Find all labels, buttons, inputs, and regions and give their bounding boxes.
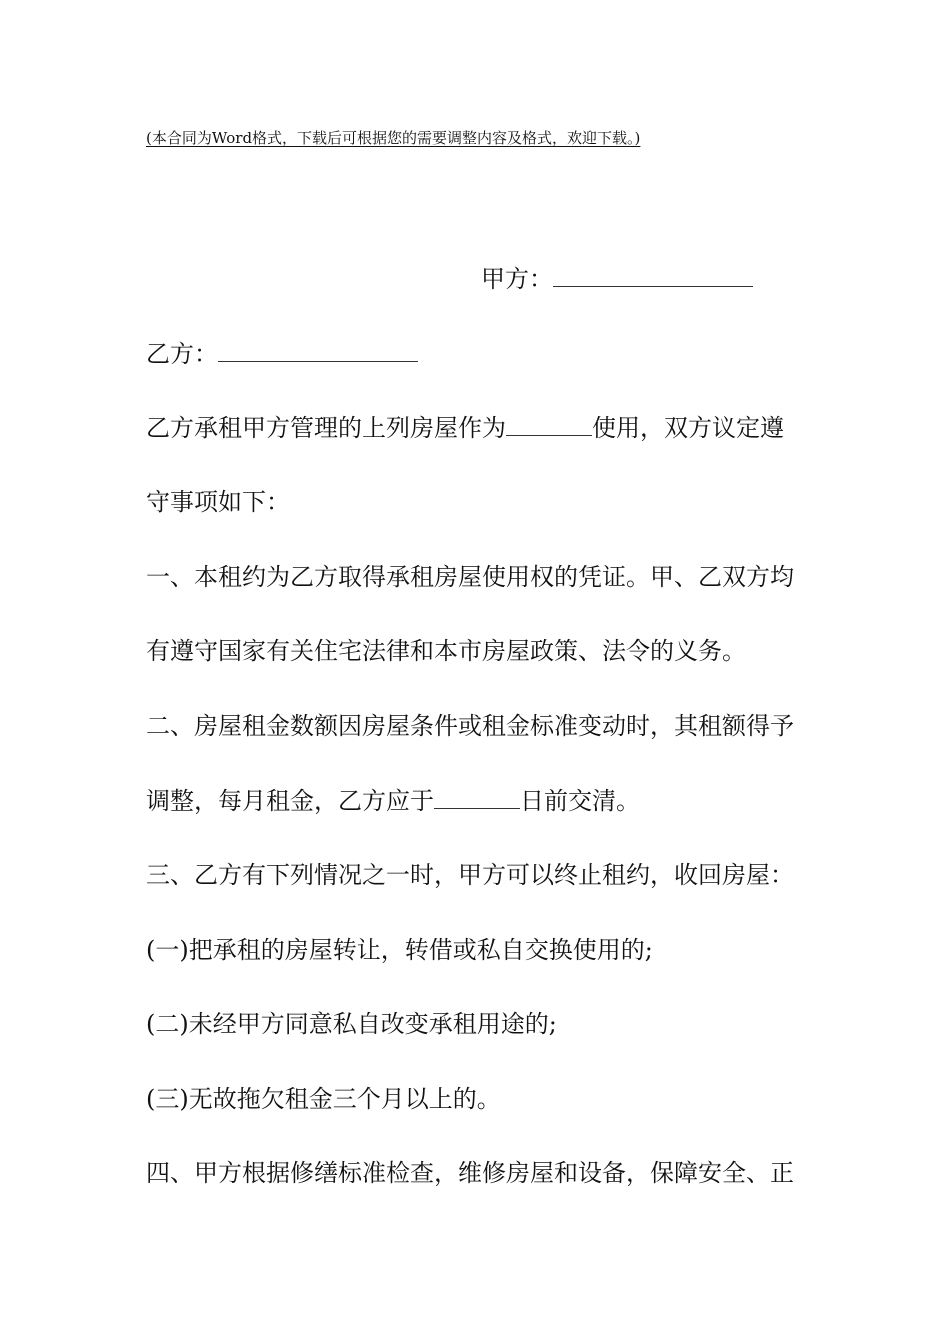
clause-1-line-2: 有遵守国家有关住宅法律和本市房屋政策、法令的义务。 — [146, 637, 746, 665]
format-notice: (本合同为Word格式，下载后可根据您的需要调整内容及格式，欢迎下载。) — [146, 129, 641, 147]
clause-1-line-1: 一、本租约为乙方取得承租房屋使用权的凭证。甲、乙双方均 — [146, 563, 794, 591]
clause-2-line-2 — [146, 784, 816, 818]
intro-line-2: 守事项如下： — [146, 488, 290, 516]
party-a-blank — [553, 264, 753, 287]
intro-line-1 — [146, 411, 816, 445]
party-b-line — [146, 337, 816, 371]
clause-4-line-1: 四、甲方根据修缮标准检查，维修房屋和设备，保障安全、正 — [146, 1159, 794, 1187]
party-b-label: 乙方： — [146, 340, 218, 368]
clause-2-line-1: 二、房屋租金数额因房屋条件或租金标准变动时，其租额得予 — [146, 712, 794, 740]
payment-day-blank — [434, 786, 520, 809]
clause-3-line-1: 三、乙方有下列情况之一时，甲方可以终止租约，收回房屋： — [146, 861, 794, 889]
intro-text-1: 乙方承租甲方管理的上列房屋作为 — [146, 414, 506, 442]
party-b-blank — [218, 339, 418, 362]
usage-blank — [506, 413, 592, 436]
party-a-line — [481, 262, 781, 296]
clause-3-item-1: (一)把承租的房屋转让，转借或私自交换使用的; — [146, 936, 653, 964]
clause-2-text-2: 日前交清。 — [520, 787, 640, 815]
clause-3-item-3: (三)无故拖欠租金三个月以上的。 — [146, 1085, 501, 1113]
clause-3-item-2: (二)未经甲方同意私自改变承租用途的; — [146, 1010, 557, 1038]
clause-2-text-1: 调整，每月租金，乙方应于 — [146, 787, 434, 815]
intro-text-2: 使用，双方议定遵 — [592, 414, 784, 442]
party-a-label: 甲方： — [481, 265, 553, 293]
